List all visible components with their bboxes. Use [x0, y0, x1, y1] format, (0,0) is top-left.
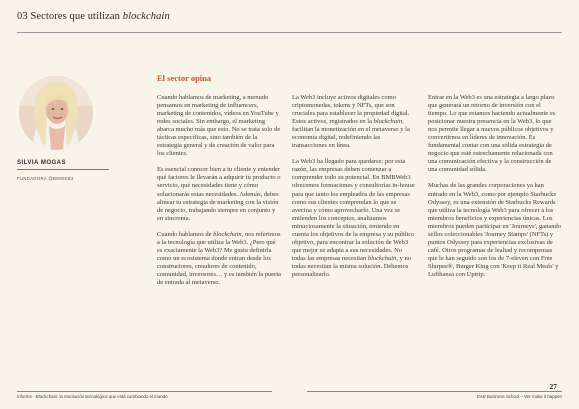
author-divider	[17, 169, 109, 170]
page-title-text: 03 Sectores que utilizan	[17, 11, 123, 22]
footer-divider-right	[307, 391, 562, 392]
paragraph-italic: blockchain	[367, 254, 397, 262]
paragraph	[292, 158, 417, 279]
page-number: 27	[549, 382, 557, 391]
paragraph-italic: blockchain	[373, 118, 403, 126]
section-heading: El sector opina	[157, 73, 212, 83]
paragraph	[157, 231, 282, 287]
page-title-italic: blockchain	[122, 11, 170, 22]
text-column-3	[428, 94, 562, 287]
paragraph-text: Cuando hablamos de	[157, 230, 214, 238]
paragraph: Cuando hablamos de marketing, a menudo pensamos en marketing de influencers, marketing de contenidos, vídeos en YouTube y redes sociales. Sin embargo, el marketing abarca mucho más que esto. No se trata solo de tácticas específicas, sino también de la estrategia general y de creación de valor para los clientes.	[157, 94, 281, 158]
footer-divider-left	[17, 391, 272, 392]
footer-report-title: Informe - Blockchain: la revolución tecnológica que está cambiando el mundo	[17, 394, 168, 399]
header-divider	[17, 32, 562, 33]
author-photo	[19, 76, 93, 150]
text-column-1	[157, 94, 282, 295]
paragraph-text: , y no todas necesitan la misma solución. Debemos personalizarlo.	[292, 254, 411, 278]
paragraph-italic: blockchain	[213, 230, 242, 238]
paragraph: Muchas de las grandes corporaciones ya han entrado en la Web3, como por ejemplo Starbucks Odyssey, es una extensión de Starbucks Rewards que utiliza la tecnología Web3 para ofrecer a los miembros beneficios y experiencias únicas. Los miembros pueden participar en 'Journeys', ganando sellos coleccionables 'Journey Stamps' (NFTs) y puntos Odyssey para experiencias exclusivas de café. Otros programas de lealtad y recompensas que le han seguido son los de 7-eleven con Free Slurpee®, Burger King con 'Keep it Real Meals' y Lufthansa con Uptrip.	[428, 182, 562, 278]
text-column-2	[292, 94, 417, 287]
author-name: SILVIA MOGAS	[17, 160, 67, 166]
footer-school-tagline: EAE Business School – We make it happen	[476, 394, 562, 399]
paragraph-text: , nos referimos a la tecnología que utiliza la Web3. ¿Pero qué es exactamente la Web3? Me gusta definirla como un ecosistema donde entran desde los constructores, creadores de contenido, comunidad, inversores… y es también la puerta de entrada al metaverso.	[157, 230, 282, 286]
paragraph-text: , facilitan la monetización en el metaverso y la economía digital, redefiniendo las transacciones en línea.	[292, 118, 410, 150]
paragraph: Entrar en la Web3 es una estrategia a largo plazo que generará un retorno de inversión con el tiempo. Lo que estamos haciendo actualmente es posicionar nuestra presencia en la Web3, lo que nos permite llegar a nuevos públicos objetivos y convertirnos en líderes de innovación. Es fundamental contar con una sólida estrategia de negocio que esté estrechamente relacionada con una comunicación efectiva y la construcción de una comunidad sólida.	[428, 94, 556, 174]
author-role: FUNDADORA @BMWEB3	[17, 176, 74, 181]
paragraph-text: La Web3 incluye activos digitales como criptomonedas, tokens y NFTs, que son cruciales para establecer la propiedad digital. Estos activos, registrados en la	[292, 94, 410, 126]
paragraph	[292, 94, 417, 150]
paragraph: Es esencial conocer bien a tu cliente y entender qué factores le llevarán a adquirir tu producto o servicio, qué necesidades tiene y cómo solucionarás estas necesidades. Además, debes alinear tu estrategia de marketing con la visión de negocio, trabajando siempre en conjunto y en sincronía.	[157, 166, 281, 222]
paragraph-text: La Web3 ha llegado para quedarse; por esta razón, las empresas deben comenzar a comprender todo su potencial. En BMBWeb3 ofrecemos formaciones y consultorías in-house para que tanto los empleados de las empresas como sus clientes comprendan lo que se avecina y cómo aprovecharlo. Una vez se entienden los conceptos, analizamos minuciosamente la situación, teniendo en cuenta los objetivos de la empresa y su público objetivo, para encontrar la solución de Web3 que mejor se adapta a sus necesidades. No todas las empresas necesitan	[292, 158, 415, 262]
page-title	[17, 11, 170, 22]
